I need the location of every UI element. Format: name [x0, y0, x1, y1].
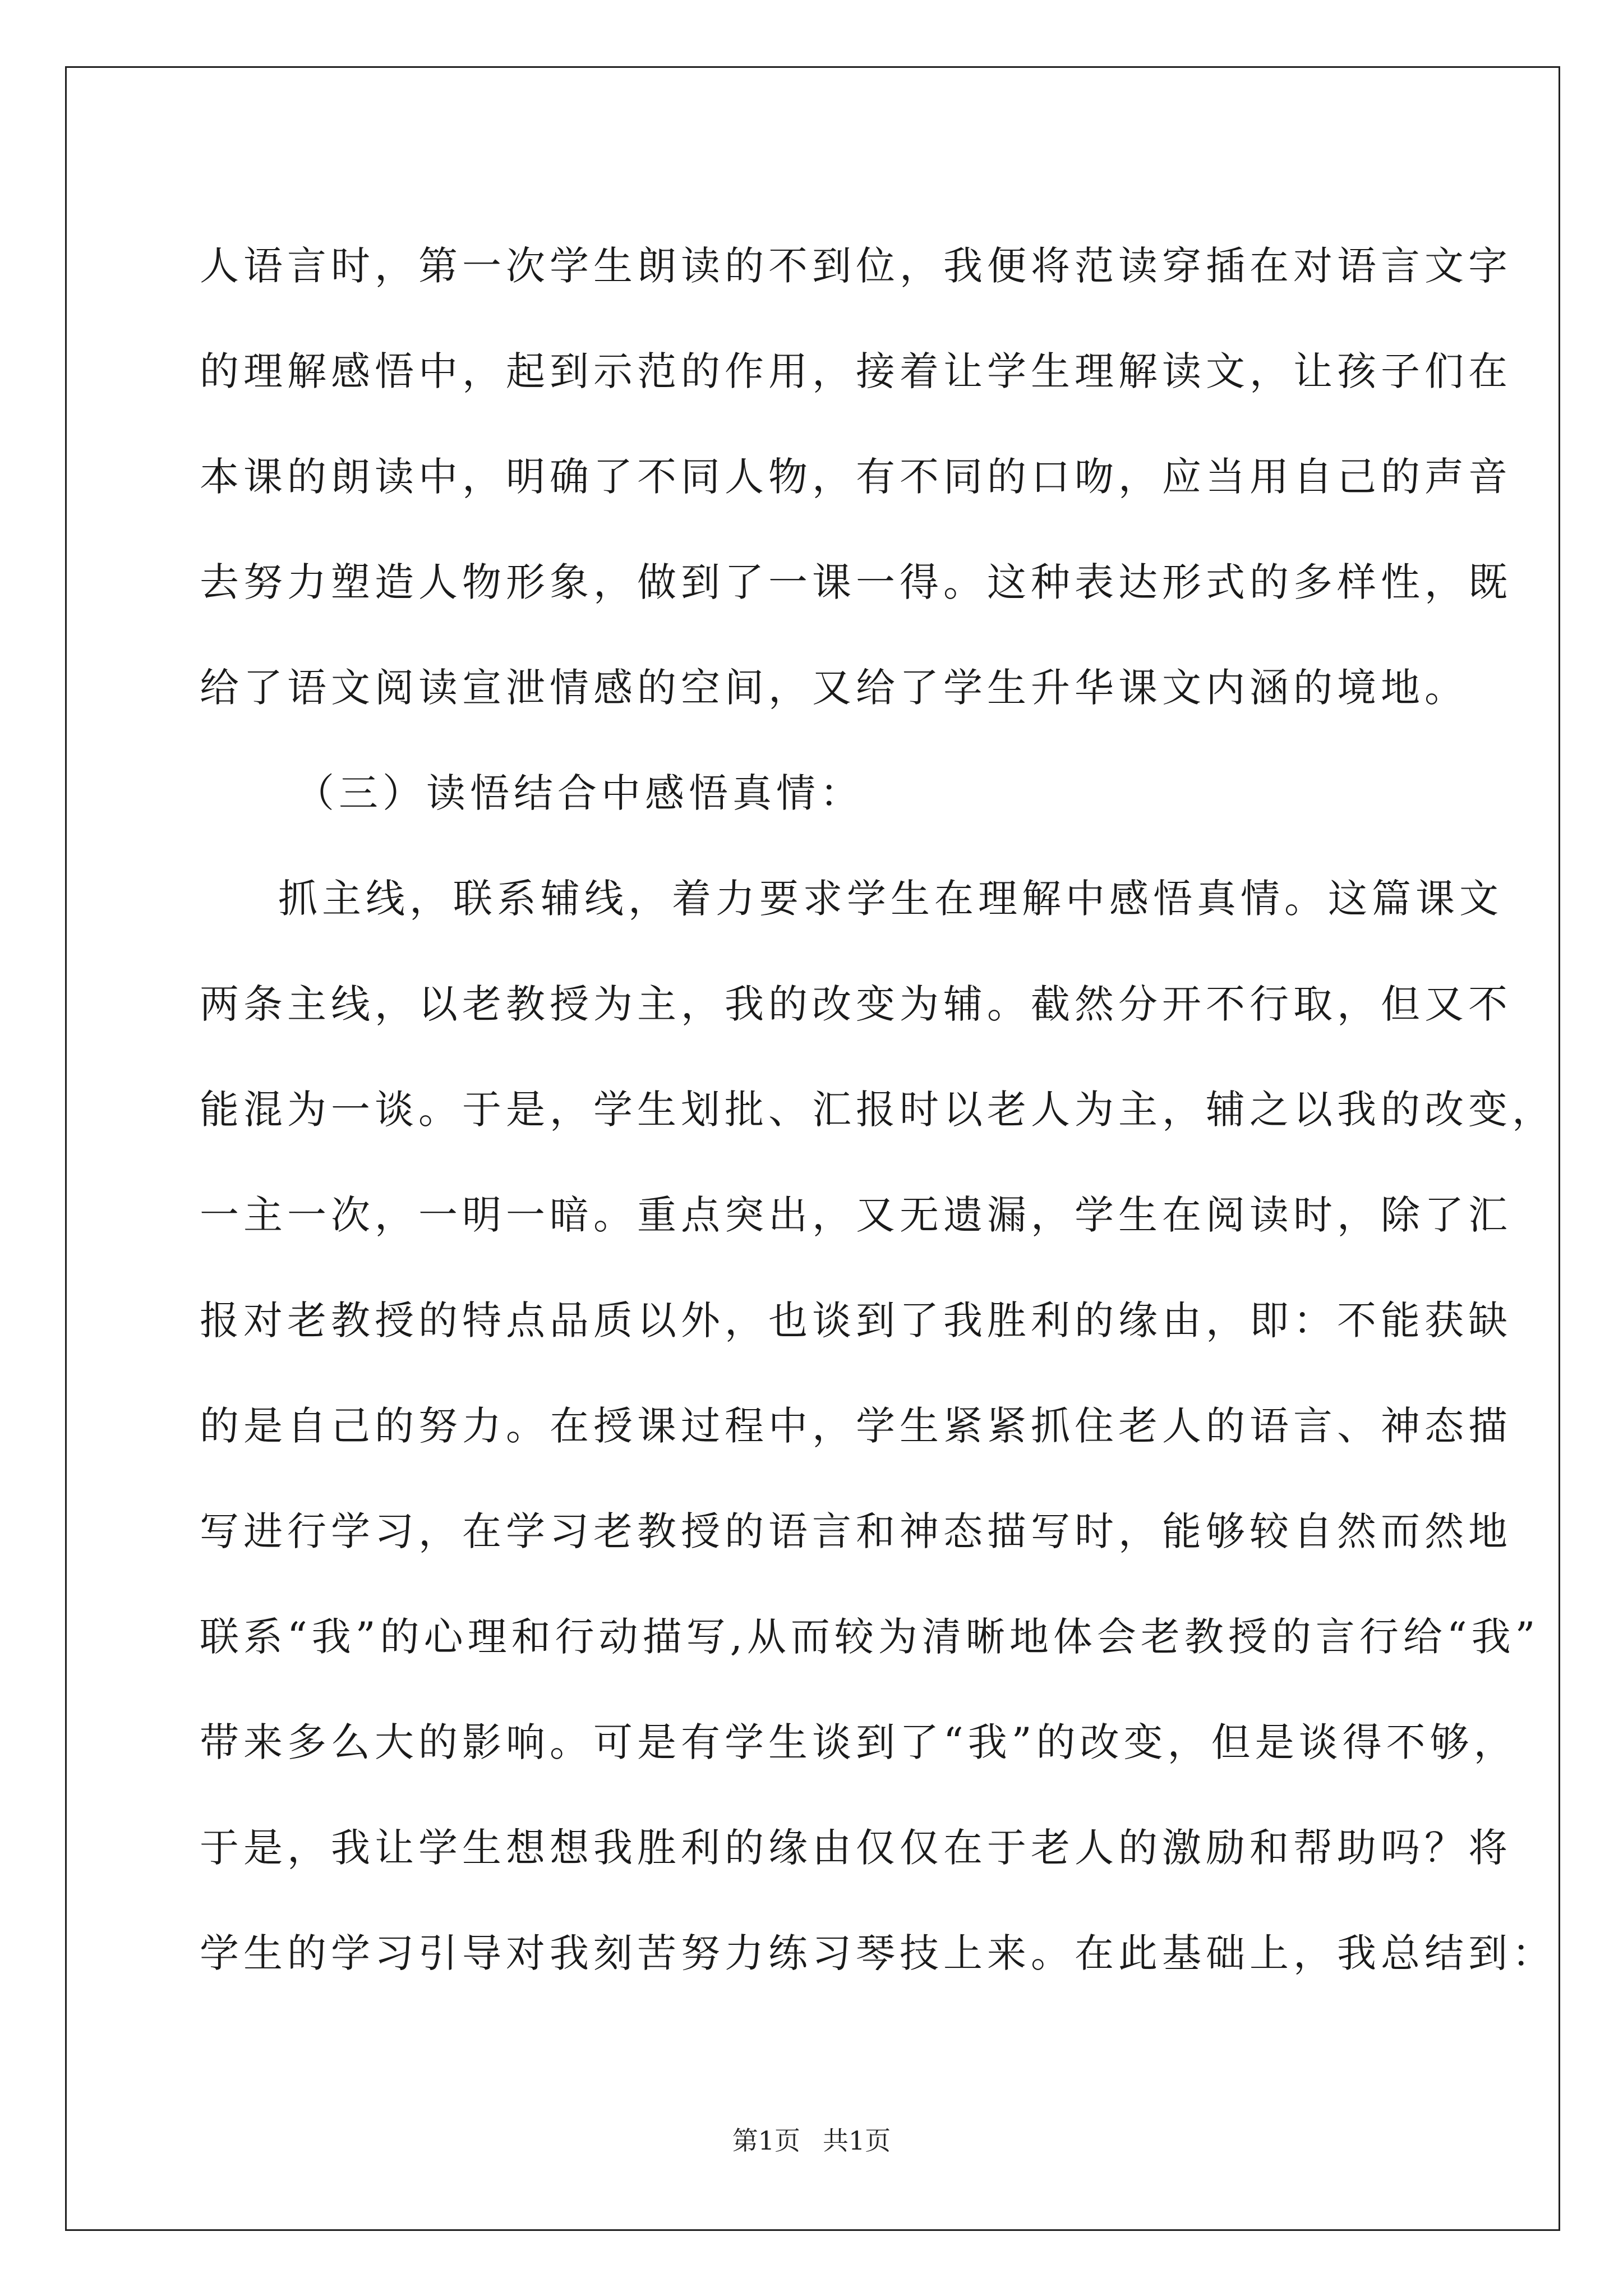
text-line: 写进行学习，在学习老教授的语言和神态描写时，能够较自然而然地: [200, 1508, 1512, 1554]
text-line: 人语言时，第一次学生朗读的不到位，我便将范读穿插在对语言文字: [200, 243, 1512, 289]
document-body: [200, 213, 1556, 2006]
text-line: 于是，我让学生想想我胜利的缘由仅仅在于老人的激励和帮助吗？将: [200, 1825, 1512, 1871]
text-line: 去努力塑造人物形象，做到了一课一得。这种表达形式的多样性，既: [200, 559, 1512, 605]
text-line: 给了语文阅读宣泄情感的空间，又给了学生升华课文内涵的境地。: [200, 665, 1468, 711]
paragraph-first-line: 抓主线，联系辅线，着力要求学生在理解中感悟真情。这篇课文: [278, 876, 1503, 922]
section-heading: （三）读悟结合中感悟真情：: [295, 770, 864, 816]
text-line: 带来多么大的影响。可是有学生谈到了“我”的改变，但是谈得不够，: [200, 1719, 1518, 1765]
text-line: 两条主线，以老教授为主，我的改变为辅。截然分开不行取，但又不: [200, 981, 1512, 1027]
text-line: 联系“我”的心理和行动描写,从而较为清晰地体会老教授的言行给“我”: [200, 1614, 1540, 1660]
text-line: 报对老教授的特点品质以外，也谈到了我胜利的缘由，即：不能获缺: [200, 1297, 1512, 1343]
text-line: 能混为一谈。于是，学生划批、汇报时以老人为主，辅之以我的改变，: [200, 1087, 1556, 1133]
text-line: 的理解感悟中，起到示范的作用，接着让学生理解读文，让孩子们在: [200, 348, 1512, 394]
text-line: 学生的学习引导对我刻苦努力练习琴技上来。在此基础上，我总结到：: [200, 1930, 1556, 1976]
page-number: 第1页: [732, 2125, 800, 2156]
text-line: 的是自己的努力。在授课过程中，学生紧紧抓住老人的语言、神态描: [200, 1403, 1512, 1449]
page-footer: [0, 2120, 1623, 2157]
text-line: 本课的朗读中，明确了不同人物，有不同的口吻，应当用自己的声音: [200, 454, 1512, 500]
text-line: 一主一次，一明一暗。重点突出，又无遗漏，学生在阅读时，除了汇: [200, 1192, 1512, 1238]
page-total: 共1页: [823, 2125, 891, 2156]
